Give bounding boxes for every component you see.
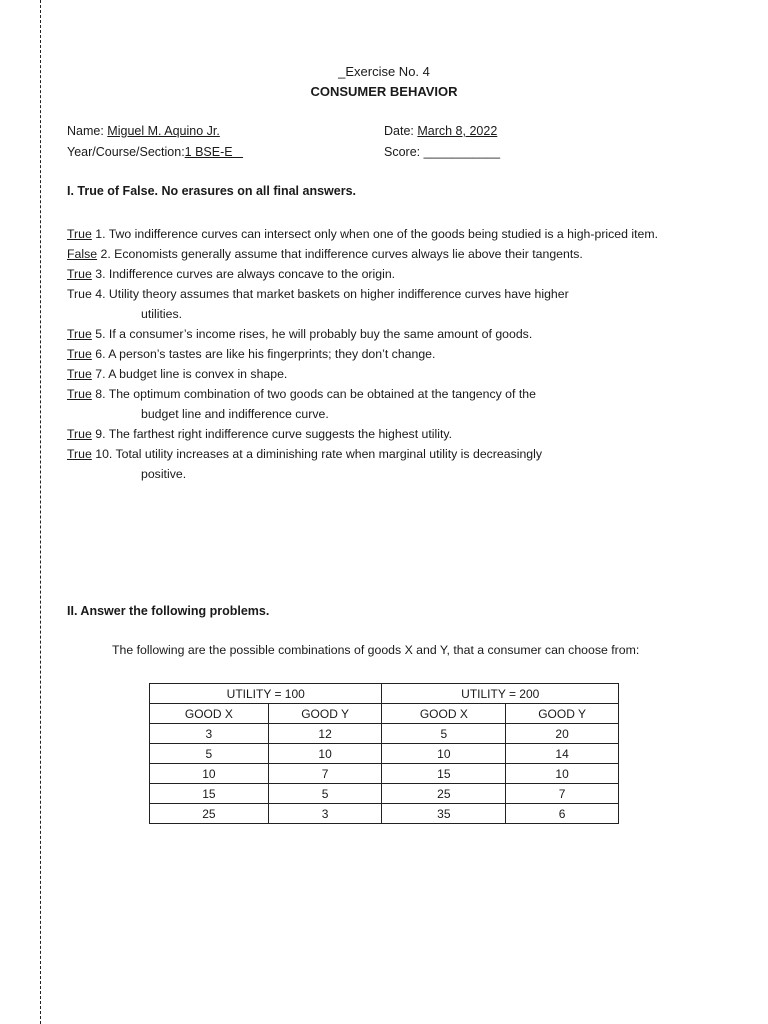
list-item [67,244,727,264]
col-header: GOOD Y [268,704,382,724]
answer-text: True [67,227,92,241]
table-cell: 20 [506,724,619,744]
answer-text: True [67,427,92,441]
col-header: GOOD X [382,704,506,724]
table-cell: 25 [150,804,269,824]
table-cell: 15 [150,784,269,804]
table-cell: 10 [382,744,506,764]
table-group-header-row [150,684,619,704]
worksheet-title: CONSUMER BEHAVIOR [310,84,458,99]
statement-text: 3. Indifference curves are always concave to the origin. [91,267,396,281]
table-cell: 10 [150,764,269,784]
list-item [67,424,727,444]
true-false-list [67,224,727,484]
list-item [67,324,727,344]
table-cell: 5 [150,744,269,764]
name-value: Miguel M. Aquino Jr. [107,124,220,138]
statement-text: 10. Total utility increases at a diminishing rate when marginal utility is decreasingly [91,447,543,461]
name-field [67,124,220,138]
name-label: Name: [67,124,108,138]
table-cell: 5 [382,724,506,744]
group-header-utility-200: UTILITY = 200 [382,684,619,704]
table-cell: 10 [268,744,382,764]
left-margin-dashed-line [40,0,41,1024]
list-item [67,224,727,244]
statement-continuation: utilities. [141,307,183,321]
table-cell: 6 [506,804,619,824]
table-cell: 25 [382,784,506,804]
answer-text: True [67,347,92,361]
part2-heading: II. Answer the following problems. [67,604,270,618]
table-row [150,744,619,764]
table-row [150,784,619,804]
score-value: ___________ [423,145,501,159]
answer-text: True [67,287,92,301]
answer-text: True [67,327,92,341]
table-column-header-row [150,704,619,724]
table-cell: 15 [382,764,506,784]
section-label: Year/Course/Section: [67,145,185,159]
date-field [384,124,497,138]
exercise-number: _Exercise No. 4 [338,64,430,79]
table-row [150,764,619,784]
statement-text: 5. If a consumer’s income rises, he will probably buy the same amount of goods. [91,327,533,341]
answer-text: True [67,387,92,401]
answer-text: False [67,247,98,261]
score-field [384,145,500,159]
table-cell: 12 [268,724,382,744]
table-cell: 35 [382,804,506,824]
col-header: GOOD X [150,704,269,724]
statement-text: 9. The farthest right indifference curve suggests the highest utility. [91,427,453,441]
section-field [67,145,243,159]
statement-text: 2. Economists generally assume that indifference curves always lie above their tangents. [97,247,583,261]
statement-text: 7. A budget line is convex in shape. [91,367,288,381]
statement-text: 1. Two indifference curves can intersect only when one of the goods being studied is a high-priced item. [91,227,659,241]
problem-intro: The following are the possible combinations of goods X and Y, that a consumer can choose from: [112,643,640,657]
statement-continuation: budget line and indifference curve. [141,407,329,421]
table-cell: 5 [268,784,382,804]
statement-text: 8. The optimum combination of two goods can be obtained at the tangency of the [91,387,536,401]
statement-continuation: positive. [141,467,187,481]
list-item [67,384,727,424]
table-row [150,804,619,824]
answer-text: True [67,447,92,461]
date-value: March 8, 2022 [417,124,498,138]
table-cell: 7 [268,764,382,784]
col-header: GOOD Y [506,704,619,724]
section-value: 1 BSE-E [184,145,244,159]
table-cell: 14 [506,744,619,764]
list-item [67,284,727,324]
table-cell: 3 [268,804,382,824]
answer-text: True [67,367,92,381]
answer-text: True [67,267,92,281]
table-cell: 10 [506,764,619,784]
statement-text: 4. Utility theory assumes that market baskets on higher indifference curves have higher [91,287,569,301]
score-label: Score: [384,145,424,159]
part1-heading: I. True of False. No erasures on all final answers. [67,184,356,198]
list-item [67,444,727,484]
table-cell: 7 [506,784,619,804]
list-item [67,344,727,364]
table-cell: 3 [150,724,269,744]
utility-table [149,683,619,824]
group-header-utility-100: UTILITY = 100 [150,684,382,704]
list-item [67,364,727,384]
list-item [67,264,727,284]
date-label: Date: [384,124,418,138]
table-row [150,724,619,744]
statement-text: 6. A person’s tastes are like his fingerprints; they don’t change. [91,347,436,361]
